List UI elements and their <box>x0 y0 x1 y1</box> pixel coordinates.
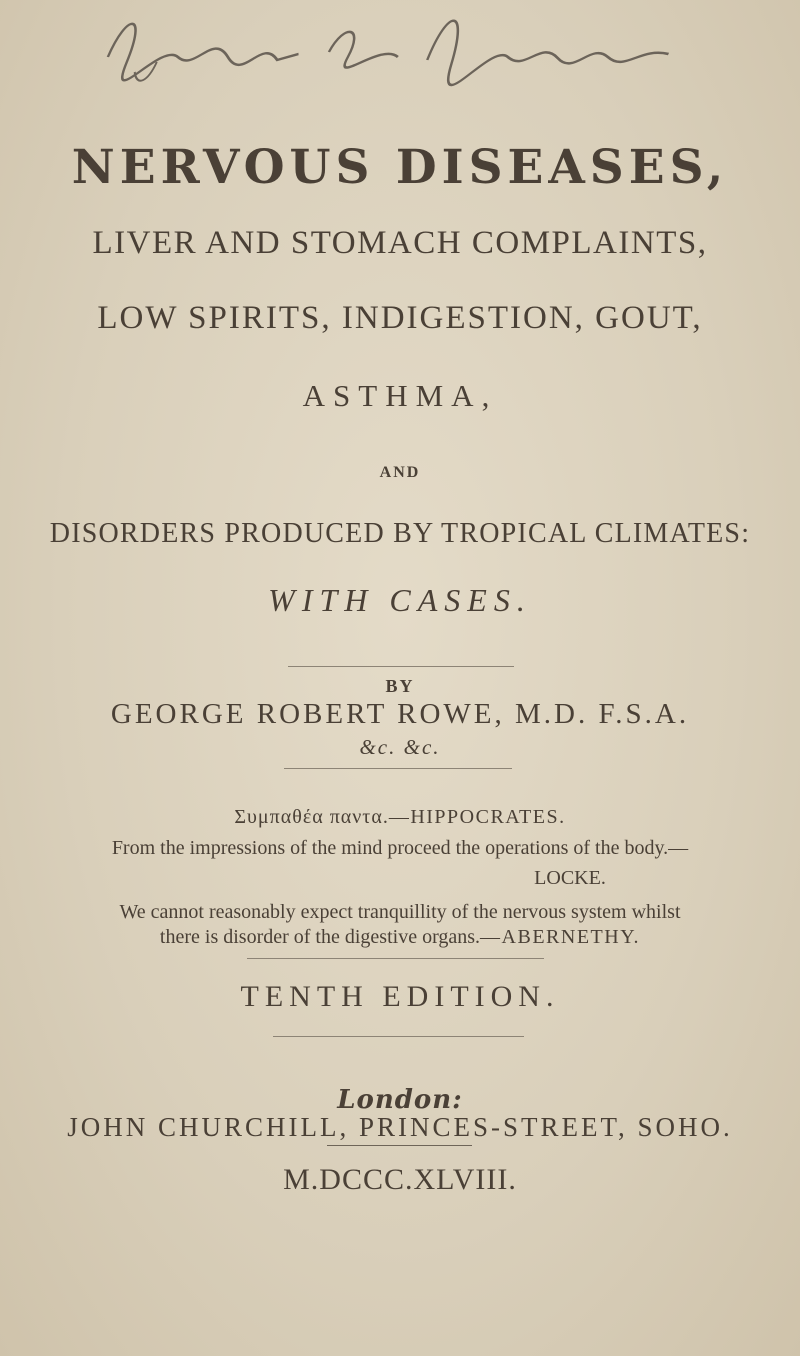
title-line-with-cases: WITH CASES. <box>268 582 532 618</box>
epigraph-locke-text: From the impressions of the mind proceed the operations of the body.— <box>111 837 689 859</box>
epigraph-greek-author: —HIPPOCRATES. <box>388 806 566 828</box>
title-line-liver-stomach: LIVER AND STOMACH COMPLAINTS, <box>92 225 708 261</box>
epigraph-greek-text: Συμπαθέα παντα. <box>234 806 389 828</box>
byline-by: BY <box>385 676 415 696</box>
edition-statement: TENTH EDITION. <box>240 980 560 1013</box>
divider-rule <box>284 768 512 769</box>
signature-scribble <box>90 2 709 92</box>
imprint-year: M.DCCC.XLVIII. <box>283 1163 517 1196</box>
title-conjunction: AND <box>379 464 421 481</box>
epigraph-abernethy-text: We cannot reasonably expect tranquillity of the nervous system whilst <box>119 901 681 923</box>
divider-rule <box>273 1036 524 1037</box>
title-line-asthma: ASTHMA, <box>302 378 498 413</box>
author-name: GEORGE ROBERT ROWE, M.D. F.S.A. <box>110 698 690 730</box>
epigraph-abernethy-text-2: there is disorder of the digestive organs. <box>159 926 481 948</box>
divider-rule <box>288 666 514 667</box>
divider-rule <box>327 1145 472 1146</box>
imprint-city: London: <box>337 1085 463 1115</box>
title-line-low-spirits: LOW SPIRITS, INDIGESTION, GOUT, <box>97 300 703 336</box>
epigraph-hippocrates <box>0 806 800 829</box>
divider-rule <box>247 958 544 959</box>
title-line-nervous-diseases: NERVOUS DISEASES, <box>71 140 729 195</box>
handwritten-signature <box>90 2 709 92</box>
epigraph-abernethy-author: —ABERNETHY. <box>480 926 641 948</box>
imprint-publisher: JOHN CHURCHILL, PRINCES-STREET, SOHO. <box>67 1112 733 1142</box>
author-etc: &c. &c. <box>359 735 441 759</box>
epigraph-locke-author: LOCKE. <box>534 867 606 889</box>
title-line-tropical: DISORDERS PRODUCED BY TROPICAL CLIMATES: <box>49 518 751 549</box>
epigraph-abernethy-line2 <box>0 926 800 949</box>
